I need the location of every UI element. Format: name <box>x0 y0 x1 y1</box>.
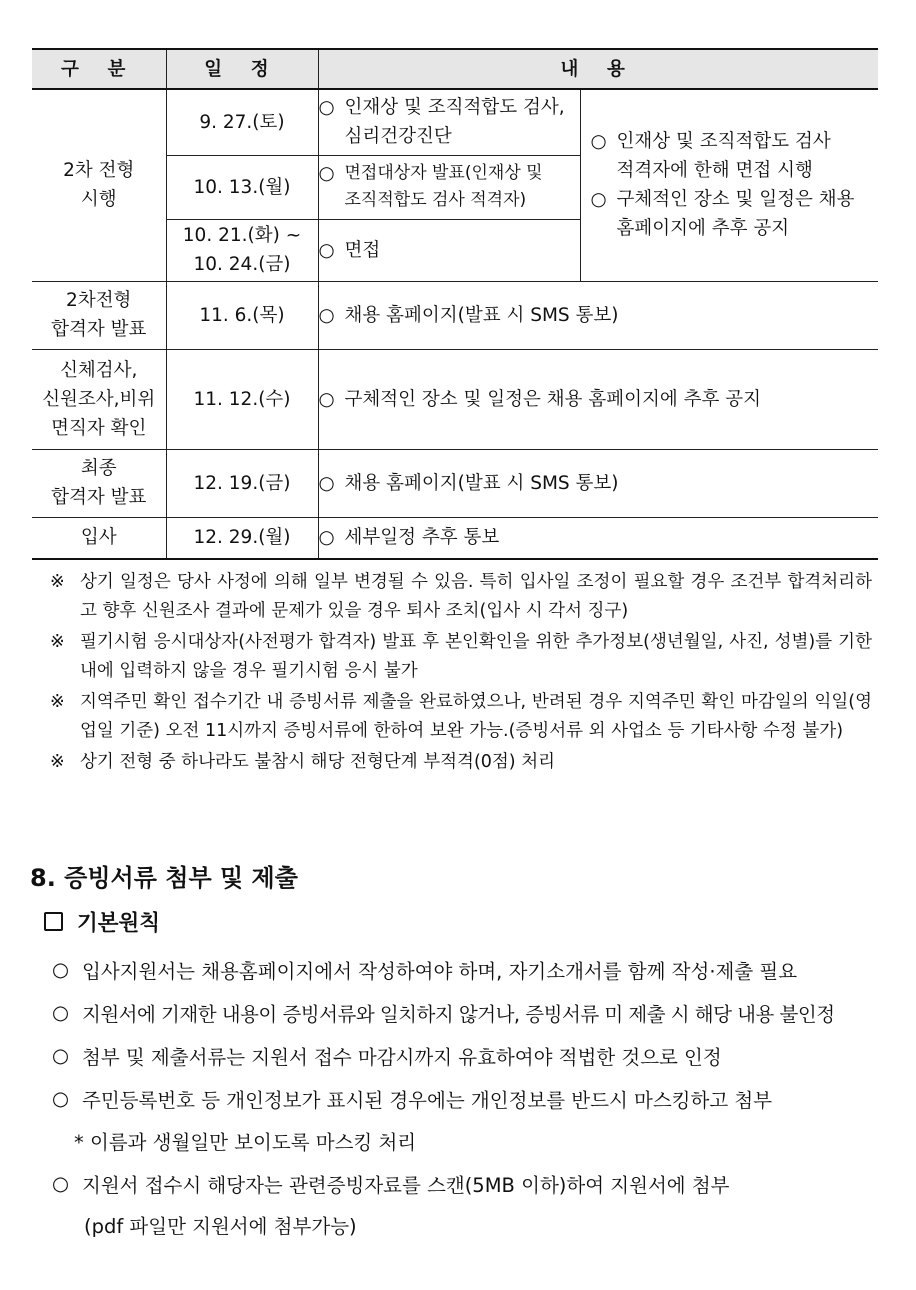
header-content: 내 용 <box>318 49 878 89</box>
row-label: 신체검사, 신원조사,비위 면직자 확인 <box>32 349 166 449</box>
table-row <box>32 517 878 559</box>
bullet-icon: ○ <box>52 958 70 981</box>
subsection-title <box>44 906 160 937</box>
rules-list <box>52 948 882 1245</box>
rule-item <box>52 1077 882 1120</box>
row-content: ○ 채용 홈페이지(발표 시 SMS 통보) <box>318 281 878 349</box>
rule-item <box>52 1034 882 1077</box>
schedule-table <box>32 48 878 560</box>
row-content: ○ 구체적인 장소 및 일정은 채용 홈페이지에 추후 공지 <box>318 349 878 449</box>
table-row <box>32 89 878 155</box>
note-mark: ※ <box>50 632 65 652</box>
rule-continuation: (pdf 파일만 지원서에 첨부가능) <box>84 1215 357 1238</box>
checkbox-square-icon <box>44 912 63 931</box>
row-label: 입사 <box>32 517 166 559</box>
rule-item <box>52 948 882 991</box>
note-mark: ※ <box>50 692 65 712</box>
table-header-row <box>32 49 878 89</box>
note-item <box>50 568 872 626</box>
rule-text: 지원서에 기재한 내용이 증빙서류와 일치하지 않거나, 증빙서류 미 제출 시 해당 내용 불인정 <box>82 1002 835 1026</box>
bullet-icon: ○ <box>52 1001 70 1024</box>
note-text: 지역주민 확인 접수기간 내 증빙서류 제출을 완료하였으나, 반려된 경우 지역주민 확인 마감일의 익일(영업일 기준) 오전 11시까지 증빙서류에 한하여 보완 가능.(증빙서류 외 사업소 등 기타사항 수정 불가) <box>80 692 872 741</box>
row-side-content: ○ 인재상 및 조직적합도 검사 적격자에 한해 면접 시행 ○ 구체적인 장소 및 일정은 채용 홈페이지에 추후 공지 <box>580 89 878 281</box>
rule-item <box>52 991 882 1034</box>
table-row <box>32 449 878 517</box>
row-date: 11. 6.(목) <box>166 281 318 349</box>
bullet-icon: ○ <box>52 1044 70 1067</box>
note-item <box>50 688 872 746</box>
header-category: 구 분 <box>32 49 166 89</box>
row-date: 11. 12.(수) <box>166 349 318 449</box>
section-title: 8. 증빙서류 첨부 및 제출 <box>30 864 298 892</box>
row-label: 2차전형 합격자 발표 <box>32 281 166 349</box>
header-schedule: 일 정 <box>166 49 318 89</box>
note-item <box>50 748 872 777</box>
row-label: 최종 합격자 발표 <box>32 449 166 517</box>
row-label: 2차 전형 시행 <box>32 89 166 281</box>
row-date: 10. 13.(월) <box>166 155 318 219</box>
bullet-icon: ○ <box>52 1172 70 1195</box>
row-date: 12. 29.(월) <box>166 517 318 559</box>
note-text: 상기 일정은 당사 사정에 의해 일부 변경될 수 있음. 특히 입사일 조정이 필요할 경우 조건부 합격처리하고 향후 신원조사 결과에 문제가 있을 경우 퇴사 조치(입사 시 각서 징구) <box>80 572 872 621</box>
table-row <box>32 281 878 349</box>
note-text: 상기 전형 중 하나라도 불참시 해당 전형단계 부적격(0점) 처리 <box>80 752 556 772</box>
row-content: ○ 세부일정 추후 통보 <box>318 517 878 559</box>
rule-text: 주민등록번호 등 개인정보가 표시된 경우에는 개인정보를 반드시 마스킹하고 첨부 <box>82 1088 773 1112</box>
note-text: 필기시험 응시대상자(사전평가 합격자) 발표 후 본인확인을 위한 추가정보(생년월일, 사진, 성별)를 기한 내에 입력하지 않을 경우 필기시험 응시 불가 <box>80 632 872 681</box>
row-date: 12. 19.(금) <box>166 449 318 517</box>
row-content: ○ 인재상 및 조직적합도 검사, 심리건강진단 <box>318 89 580 155</box>
rule-text: 입사지원서는 채용홈페이지에서 작성하여야 하며, 자기소개서를 함께 작성·제출 필요 <box>82 959 798 983</box>
table-row <box>32 349 878 449</box>
note-mark: ※ <box>50 572 65 592</box>
subsection-label: 기본원칙 <box>77 911 161 936</box>
note-mark: ※ <box>50 752 65 772</box>
row-content: ○ 채용 홈페이지(발표 시 SMS 통보) <box>318 449 878 517</box>
bullet-icon: ○ <box>52 1087 70 1110</box>
rule-text: 지원서 접수시 해당자는 관련증빙자료를 스캔(5MB 이하)하여 지원서에 첨부 <box>82 1173 730 1197</box>
rule-item <box>52 1162 882 1205</box>
row-date: 10. 21.(화) ~ 10. 24.(금) <box>166 219 318 281</box>
rule-text: 첨부 및 제출서류는 지원서 접수 마감시까지 유효하여야 적법한 것으로 인정 <box>82 1045 722 1069</box>
row-date: 9. 27.(토) <box>166 89 318 155</box>
notes-list <box>50 568 872 779</box>
row-content: ○ 면접 <box>318 219 580 281</box>
row-content: ○ 면접대상자 발표(인재상 및 조직적합도 검사 적격자) <box>318 155 580 219</box>
rule-subnote: * 이름과 생월일만 보이도록 마스킹 처리 <box>74 1131 417 1154</box>
note-item <box>50 628 872 686</box>
